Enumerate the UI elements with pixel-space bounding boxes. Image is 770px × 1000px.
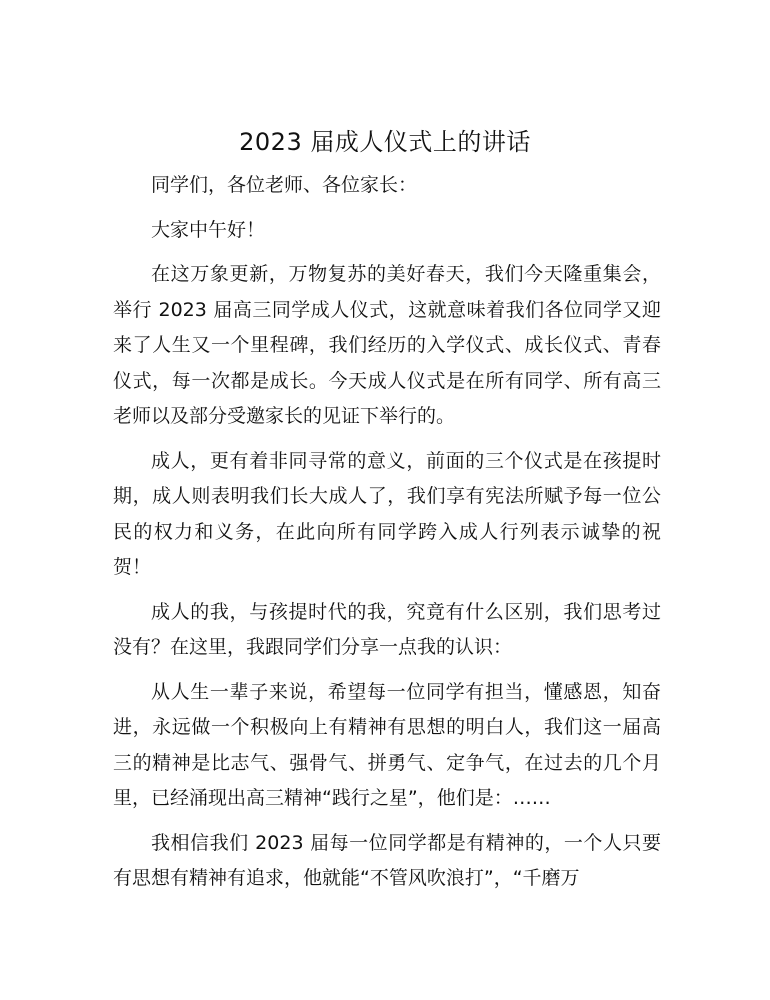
document-title: 2023 届成人仪式上的讲话 <box>239 128 531 156</box>
document-body <box>113 168 661 906</box>
paragraph: 成人，更有着非同寻常的意义，前面的三个仪式是在孩提时期，成人则表明我们长大成人了，我们享有宪法所赋予每一位公民的权力和义务，在此向所有同学跨入成人行列表示诚挚的祝贺！ <box>113 449 661 578</box>
paragraph: 在这万象更新，万物复苏的美好春天，我们今天隆重集会，举行 2023 届高三同学成人仪式，这就意味着我们各位同学又迎来了人生又一个里程碑，我们经历的入学仪式、成长仪式、青春仪式，每一次都是成长。今天成人仪式是在所有同学、所有高三老师以及部分受邀家长的见证下举行的。 <box>113 263 661 427</box>
paragraph-salutation: 大家中午好！ <box>151 218 266 241</box>
paragraph: 成人的我，与孩提时代的我，究竟有什么区别，我们思考过没有？在这里，我跟同学们分享一点我的认识： <box>113 600 661 658</box>
paragraph: 我相信我们 2023 届每一位同学都是有精神的，一个人只要有思想有精神有追求，他就能“不管风吹浪打”，“千磨万 <box>113 831 661 889</box>
paragraph: 从人生一辈子来说，希望每一位同学有担当，懂感恩，知奋进，永远做一个积极向上有精神有思想的明白人，我们这一届高三的精神是比志气、强骨气、拼勇气、定争气，在过去的几个月里，已经涌现出高三精神“践行之星”，他们是：…… <box>113 680 661 809</box>
paragraph-greeting: 同学们，各位老师、各位家长： <box>151 174 418 196</box>
